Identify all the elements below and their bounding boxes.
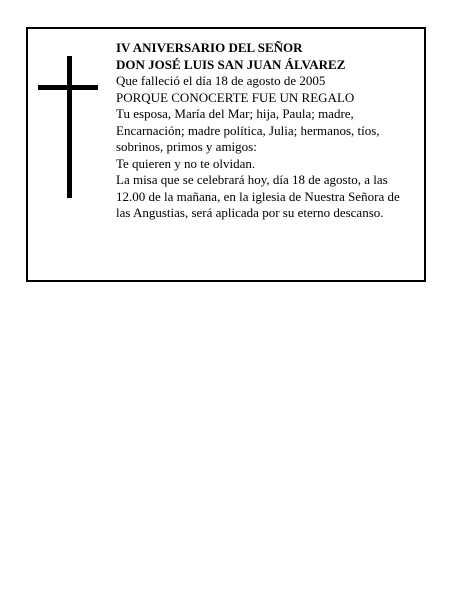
notice-heading-name: DON JOSÉ LUIS SAN JUAN ÁLVAREZ xyxy=(116,56,346,72)
notice-heading-anniversary: IV ANIVERSARIO DEL SEÑOR xyxy=(116,40,303,55)
notice-text xyxy=(116,40,418,222)
notice-motto: PORQUE CONOCERTE FUE UN REGALO xyxy=(116,89,355,105)
notice-family-line: Encarnación; madre política, Julia; hermanos, tíos, xyxy=(116,122,380,138)
notice-mass-line: 12.00 de la mañana, en la iglesia de Nuestra Señora de xyxy=(116,188,400,204)
obituary-notice xyxy=(26,27,426,282)
notice-mass-line: las Angustias, será aplicada por su eterno descanso. xyxy=(116,205,384,220)
cross-horizontal-bar xyxy=(38,85,98,90)
notice-family-line: Tu esposa, María del Mar; hija, Paula; madre, xyxy=(116,106,354,121)
notice-death-date: Que falleció el día 18 de agosto de 2005 xyxy=(116,73,326,88)
notice-mass-line: La misa que se celebrará hoy, día 18 de agosto, a las xyxy=(116,172,388,187)
notice-remembrance: Te quieren y no te olvidan. xyxy=(116,155,256,171)
cross-vertical-bar xyxy=(67,56,72,198)
notice-family-line: sobrinos, primos y amigos: xyxy=(116,139,257,154)
